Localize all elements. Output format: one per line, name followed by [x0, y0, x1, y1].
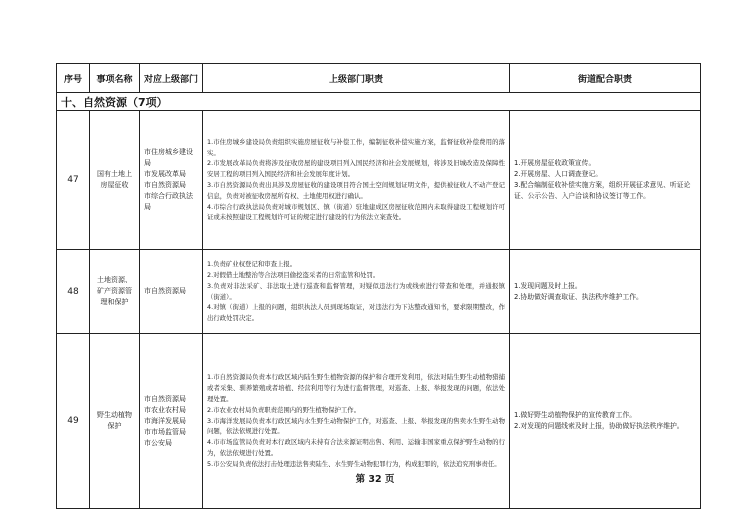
duty-item: 3.市海洋发展局负责本行政区域内水生野生动物保护工作，对巡查、上报、举报发现的售卖水生野生动物问题，依法依规进行处置。 — [207, 416, 505, 436]
coop-item: 2.对发现的问题线索及时上报，协助做好执法秩序维护。 — [514, 422, 684, 430]
dept-list — [140, 250, 203, 334]
header-dept: 对应上级部门 — [140, 64, 203, 93]
section-row — [57, 93, 701, 111]
coop-list — [510, 250, 701, 334]
coop-item: 1.开展房屋征收政策宣传。 — [514, 159, 596, 167]
dept-item: 市发展改革局 — [144, 170, 186, 178]
duty-item: 4.对镇（街道）上报的问题，组织执法人员到现场取证，对违法行为下达整改通知书，要求限期整改，作出行政处罚决定。 — [207, 303, 505, 323]
dept-item: 市自然资源局 — [144, 181, 186, 189]
coop-item: 1.发现问题及时上报。 — [514, 281, 582, 290]
header-seq: 序号 — [57, 64, 90, 93]
dept-item: 市市场监管局 — [144, 427, 186, 436]
dept-item: 市自然资源局 — [144, 394, 186, 403]
item-name: 土地资源、矿产资源管理和保护 — [90, 250, 140, 334]
coop-list — [510, 111, 701, 250]
table-header-row — [57, 64, 701, 93]
coop-item: 2.开展房屋、人口调查登记。 — [514, 170, 603, 178]
duty-item: 3.负责对非法采矿、非法取土进行巡查和监督管理，对疑似违法行为或线索进行带查和处理，并通报镇（街道）。 — [207, 281, 505, 301]
duty-item: 1.负责矿业权登记和审查上报。 — [207, 260, 297, 269]
page-number: 第 32 页 — [355, 474, 395, 485]
duty-item: 4.市市场监管局负责对本行政区域内未持有合法来源证明出售、利用、运输非国家重点保护野生动物的行为，依法依规进行处置。 — [207, 438, 505, 457]
coop-item: 3.配合编制征收补偿实施方案，组织开展征求意见、听证论证、公示公告、入户洽谈和协议签订等工作。 — [514, 181, 691, 200]
dept-item: 市自然资源局 — [144, 287, 186, 295]
dept-item: 市综合行政执法局 — [144, 192, 193, 211]
duty-item: 2.对假借土地整治等合法项目偷挖盗采者的日常监管和处罚。 — [207, 270, 380, 279]
coop-item: 2.协助做好调查取证、执法秩序维护工作。 — [514, 292, 643, 301]
duty-list — [203, 250, 510, 334]
header-duty: 上级部门职责 — [203, 64, 510, 93]
section-title: 十、自然资源（7项） — [57, 93, 701, 111]
row-number: 49 — [57, 334, 90, 509]
duty-item: 2.市农业农村局负责职责范围内的野生植物保护工作。 — [207, 405, 361, 414]
responsibility-table — [56, 63, 701, 509]
dept-item: 市海洋发展局 — [144, 416, 186, 425]
duty-item: 3.市自然资源局负责出具涉及房屋征收的建设项目符合国土空间规划证明文件，提供被征收人不动产登记信息，负责对被征收房屋所有权、土地使用权进行确认。 — [207, 181, 505, 200]
header-coop: 街道配合职责 — [510, 64, 701, 93]
duty-item: 5.市公安局负责依法打击处理违法售卖陆生、水生野生动物犯罪行为，构成犯罪的，依法追究刑事责任。 — [207, 459, 501, 468]
table-row — [57, 250, 701, 334]
duty-list — [203, 111, 510, 250]
header-item: 事项名称 — [90, 64, 140, 93]
dept-item: 市公安局 — [144, 438, 172, 447]
duty-item: 4.市综合行政执法局负责对城市规划区、镇（街道）驻地建成区房屋征收范围内未取得建设工程规划许可证或未按照建设工程规划许可证的规定进行建设的行为依法立案查处。 — [207, 202, 505, 222]
dept-list — [140, 111, 203, 250]
duty-item: 1.市自然资源局负责本行政区域内陆生野生植物资源的保护和合理开发利用，依法对陆生野生动植物猎捕或者采集、驯养繁殖或者培植、经营利用等行为进行监督管理，对巡查、上报、举报发现的问题，依法处理处置。 — [207, 373, 505, 403]
row-number: 47 — [57, 111, 90, 250]
coop-item: 1.做好野生动植物保护的宣传教育工作。 — [514, 411, 637, 419]
row-number: 48 — [57, 250, 90, 334]
duty-item: 2.市发展改革局负责将涉及征收房屋的建设项目列入国民经济和社会发展规划，将涉及旧城改造及保障性安居工程的项目列入国民经济和社会发展年度计划。 — [207, 159, 505, 179]
dept-item: 市农业农村局 — [144, 405, 186, 414]
dept-item: 市住房城乡建设局 — [144, 148, 193, 167]
item-name: 国有土地上房屋征收 — [90, 111, 140, 250]
duty-item: 1.市住房城乡建设局负责组织实施房屋征收与补偿工作，编制征收补偿实施方案，监督征收补偿费用的落实。 — [207, 137, 505, 157]
item-name: 野生动植物保护 — [90, 334, 140, 509]
table-row — [57, 111, 701, 250]
